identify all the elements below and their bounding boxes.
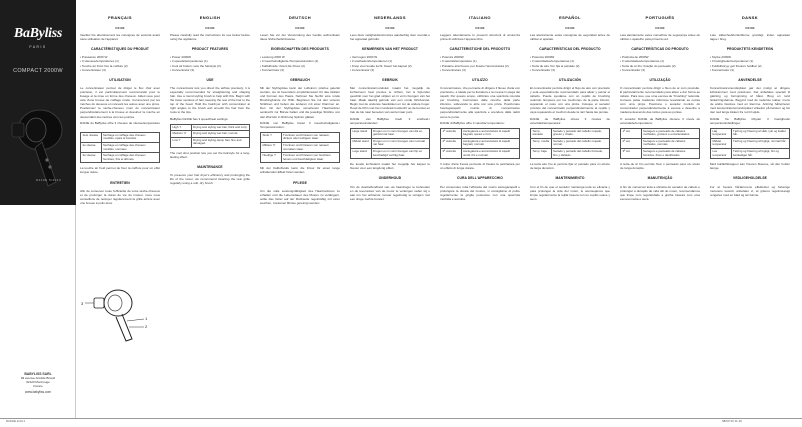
setting-name: Middel temperatur [711, 138, 732, 148]
feature-list [260, 55, 340, 71]
settings-table [80, 132, 160, 164]
section-heading: CARATTERISTICHE DEL PRODOTTO [449, 47, 511, 52]
section-heading: UTILIZZO [472, 77, 488, 82]
maintenance-text: Con el fin de que el secador mantenga toda su eficacia y para prolongar la vida del motor, le aconsejamos que limpie regularmente la rejilla trasera con un cepillo suave y seco. [530, 184, 610, 201]
setting-name: Høj temperatur [711, 128, 732, 138]
feature-item: • 3 velocidades/temperaturas (1) [530, 59, 574, 64]
language-column [80, 16, 160, 416]
language-column [620, 16, 700, 416]
feature-list [440, 55, 520, 71]
intro-text: Lesen Sie vor der Verwendung des Geräts aufmerksam diese Sicherheitshinweise. [260, 33, 340, 42]
settings-intro: D210E fra BaByliss tilbyder 3 hastigheds/ temperaturindstillinger: [710, 116, 790, 125]
settings-intro: D210E di BaByliss offre 3 velocità/ temperature: [440, 120, 505, 125]
setting-description: Trocknen und Frisieren von nassem normalem Haar. [281, 142, 339, 152]
language-heading: ESPAÑOL [559, 15, 581, 20]
setting-description: Drying and styling wet hair, normal. [191, 131, 249, 138]
feature-item: • Knop voor koude lucht: fixeert het kapsel (2) [350, 63, 412, 68]
setting-description: Drogen en in vorm brengen van fijn en beschadigd vochtig haar. [371, 149, 429, 159]
usage-text: The concentrator lets you direct the airflow precisely; it is especially recommended for straightening and shaping hair. Use a round styling brush to help with this. Begin with the lower sections of hair, keeping the rest of the hair to the top of the head. Hold the hairdryer with concentrator at right angles to the brush and smooth the hair from the roots to the tips. [170, 85, 250, 115]
language-column [260, 16, 340, 416]
feature-list [710, 55, 790, 71]
feature-list [80, 55, 160, 71]
settings-table [170, 124, 250, 148]
maintenance-text: Afin de conserver toute l'efficacité de votre sèche-cheveux et de prolonger la durée de vie du moteur, nous vous conseillons de nettoyer régulièrement la grille arrière avec une brosse à poils doux. [80, 188, 160, 205]
table-row [441, 149, 520, 159]
setting-description: Drogen en in vorm brengen van dik en gekruld nat haar. [371, 128, 429, 138]
intro-text: Leggere attentamente le presenti istruzioni di sicurezza prima di utilizzare l'apparecchio. [440, 33, 520, 42]
maintenance-text: A fim de conservar toda a eficácia do secador de cabelo e prolongar a duração de vida útil do motor, recomendamos que limpe com regularidade a grelha traseira com uma escova macia e seca. [620, 184, 700, 201]
table-row [441, 138, 520, 148]
table-row [441, 128, 520, 138]
setting-description: Trocknen und Frisieren von nassem, dickem oder lockigem Haar. [281, 132, 339, 142]
table-row [621, 128, 700, 138]
table-row [81, 142, 160, 152]
table-row [171, 124, 250, 131]
table-row [351, 149, 430, 159]
feature-item: • Potenza 2000W [440, 55, 464, 60]
settings-table [620, 128, 700, 160]
section-heading: MAINTENANCE [197, 165, 223, 170]
setting-name: 2e vitesse [81, 142, 102, 152]
table-row [171, 137, 250, 147]
table-row [81, 153, 160, 163]
setting-description: Drying and styling wet hair, thick and curly. [191, 124, 249, 131]
intro-text: Lees deze veiligheidsinstructies aandachtig door voordat u het apparaat gebruikt. [350, 33, 430, 42]
feature-item: • Touche air froid: fixe la coiffure (2) [80, 63, 128, 68]
model-number: D210E [115, 26, 125, 30]
section-heading: EIGENSCHAFTEN DES PRODUKTS [271, 47, 329, 52]
maintenance-text: Om de doeltreffendheid van uw haardroger te behouden en de levensduur van de motor te verlengen raden wij u aan om het achterste rooster regelmatig te reinigen met een droge zachte borstel. [350, 184, 430, 201]
address-line-1: 99 avenue Aristide Briand [20, 376, 56, 380]
settings-intro: BaByliss D210E has 3 speed/heat settings: [170, 116, 229, 121]
setting-description: Tørring og frisering af vådt, tykt og krøllet hår. [731, 128, 789, 138]
model-number: D210E [475, 26, 485, 30]
model-number: D210E [385, 26, 395, 30]
section-heading: ONDERHOUD [378, 176, 402, 181]
language-heading: ENGLISH [199, 15, 221, 20]
setting-name: 1ère vitesse [81, 132, 102, 142]
feature-item: • Potencia 2000W [530, 55, 555, 60]
address-line-2: 92120 Montrouge [26, 380, 50, 384]
section-heading: VEDLIGEHOLDELSE [733, 176, 767, 181]
table-row [531, 138, 610, 148]
trim-line [0, 418, 802, 419]
setting-name: Lage stand [351, 149, 372, 159]
setting-name: 2ª velocità [441, 138, 462, 148]
setting-name: 1ª velocità [441, 128, 462, 138]
section-heading: KENMERKEN VAN HET PRODUCT [361, 47, 419, 52]
setting-name: 2ª vel. [621, 138, 642, 148]
maintenance-text: Per conservare tutta l'efficacia del vostro asciugacapelli e prolungare la durata del motore, vi consigliamo di pulire regolarmente la griglia posteriore con una spazzola morbida e asciutta. [440, 184, 520, 201]
feature-item: • Kaltluftstufe: fixiert die Frisur (2) [260, 63, 305, 68]
feature-item: • 3 velocidades/temperaturas (1) [620, 59, 664, 64]
table-row [711, 149, 790, 159]
feature-item: • Tecla de ar frio: fixação do penteado (2) [620, 63, 676, 68]
company-address [4, 372, 72, 388]
feature-list [170, 55, 250, 71]
setting-description: Asciugatura e acconciatura di capelli bagnati, normali. [461, 138, 519, 148]
feature-item: • Pulsante aria fresca: per fissare l'acconciatura (2) [440, 63, 509, 68]
setting-description: Secagem e penteado de cabelos húmidos, finos e danificados. [641, 149, 699, 159]
feature-item: • 3 Geschwindigkeits-/Temperaturstufen (1) [260, 59, 319, 64]
usage-text: Mit der Stylingdüse kann der Luftstrom präzise gelenkt werden, sie ist besonders empfehlenswert für das Glätten und Formen des Haars. Nehmen Sie hierfür eine runde Brushingbürste zur Hilfe. Beginnen Sie mit den unteren Strähnen und heben die anderen mit einer Klammer an. Den mit der Stylingdüse versehenen Haartrockner senkrecht zur Bürste halten und die jeweilige Strähne von den Wurzeln in Richtung Spitzen glätten. [260, 85, 340, 119]
feature-list [350, 55, 430, 71]
section-heading: MANUTENÇÃO [647, 176, 673, 181]
setting-name: Niedrige 'I' [261, 153, 282, 163]
language-heading: FRANÇAIS [108, 15, 132, 20]
table-row [621, 149, 700, 159]
cool-shot-text: De koude luchtstand maakt het mogelijk het kapsel te fixeren voor een langdurig effect. [350, 162, 430, 171]
usage-text: Le concentrateur permet de diriger le flux d'air avec précision, il est particulièrement recommandé pour le lissage et la mise en forme des cheveux. Aidez-vous pour cela d'une brosse de coiffage ronde. Commencez par les mèches du dessous en relevant les autres avec une pince. Positionnez le sèche-cheveux muni du concentrateur perpendiculairement à la brosse et dessinez la mèche en descendant des racines vers les pointes. [80, 85, 160, 119]
setting-name: 3ª velocità [441, 149, 462, 159]
language-heading: ITALIANO [469, 15, 491, 20]
footer-file: D210IE.indd 1 [6, 419, 26, 423]
setting-description: Secado y peinado del cabello húmedo, fino y dañado. [551, 149, 609, 159]
setting-description: Asciugatura e acconciatura di capelli umidi, fini e rovinati. [461, 149, 519, 159]
feature-item: • Concentrateur (3) [80, 67, 106, 72]
intro-text: Læs sikkerhedsforskrifterne grundigt, inden apparatet tages i brug. [710, 33, 790, 42]
model-number: D210E [295, 26, 305, 30]
section-heading: UTILISATION [109, 77, 131, 82]
setting-description: Trocknen und Frisieren von feuchtem feinem und beschädigtem Haar. [281, 153, 339, 163]
section-heading: PRODUKTETS KENDETEGN [726, 47, 774, 52]
feature-list [530, 55, 610, 71]
settings-intro: D210E van BaByliss biedt 3 snelheid-/ temperatuurstanden: [350, 116, 430, 125]
section-heading: CARACTERÍSTICAS DO PRODUTO [631, 47, 689, 52]
setting-description: Asciugatura e acconciatura di capelli bagnati, spessi e ricci. [461, 128, 519, 138]
feature-item: • Power 2000W [170, 55, 192, 60]
setting-description: Secado y peinado del cabello mojado normal. [551, 138, 609, 148]
language-heading: PORTUGUÊS [645, 15, 675, 20]
usage-text: Koncentratorsmundstykket gør det muligt at dirigere luftstrømmen med præcision. Det anbefales specielt til glatning og formgivning af håret. Brug en rund føntørringsbørste. Begynd med de nederste lokker, mens de andre fæstnes med en klemme. Anbring hårtørreren med koncentratorsmundstykket vinkelret på børsten og før den ned langs lokken fra rod til spids. [710, 85, 790, 115]
table-row [171, 131, 250, 138]
website: www.babyliss.com [24, 390, 52, 394]
setting-name: Temp. elevada [531, 128, 552, 138]
setting-name: Temp. baja [531, 149, 552, 159]
cool-shot-text: Mit der Kaltluftstufe kann die Frisur für einen lange anhaltenden Effekt fixiert werden. [260, 166, 340, 175]
maintenance-text: For at bevare hårtørrerens effektivitet og forlænge motorens levetid, anbefaler vi, at gitteret regelmæssigt rengøres med en blød og tør børste. [710, 184, 790, 197]
section-heading: USE [206, 77, 214, 82]
model-code: D210E 5/2013 [36, 178, 62, 182]
feature-item: • Vermogen 2000 W [350, 55, 378, 60]
settings-intro: O secador D210E da BaByliss oferece 3 níveis de velocidade/temperatura: [620, 116, 700, 125]
svg-text:1: 1 [145, 316, 148, 321]
maintenance-text: Um die volle Leistungsfähigkeit des Haartrockners zu erhalten und die Lebensdauer des Motors zu verlängern, sollte das Gitter auf der Rückseite regelmäßig mit einer weichen, trockenen Bürste gereinigt werden. [260, 188, 340, 205]
table-row [81, 132, 160, 142]
model-number: D210E [565, 26, 575, 30]
settings-intro: D210E von BaByliss bietet 3 Geschwindigkeits-/ Temperaturstufen: [260, 120, 340, 129]
section-heading: ENTRETIEN [110, 180, 130, 185]
section-heading: ANVENDELSE [738, 77, 762, 82]
language-heading: DEUTSCH [288, 15, 312, 20]
feature-item: • 3 speeds/temperatures (1) [170, 59, 208, 64]
language-heading: NEDERLANDS [374, 15, 406, 20]
setting-name: Middel stand [351, 138, 372, 148]
setting-name: Medium 'II' [171, 131, 192, 138]
table-row [531, 128, 610, 138]
cool-shot-text: Il colpo d'aria fresca permette di fissare la pettinatura per un effetto di lunga durata. [440, 162, 520, 171]
maintenance-text: To preserve your hair dryer's efficiency and prolonging the life of the motor, we recommend cleaning the rear grille regularly using a soft, dry brush. [170, 173, 250, 186]
cool-shot-text: The cool shot position lets you set the hairstyle for a long-lasting effect. [170, 150, 250, 160]
svg-text:2: 2 [145, 324, 148, 329]
table-row [621, 138, 700, 148]
feature-item: • Puissance 2000 W [80, 55, 108, 60]
table-row [351, 138, 430, 148]
table-row [261, 153, 340, 163]
usage-text: El concentrador permite dirigir el flujo de aire con precisión y está especialmente recomendado para alisar y peinar el cabello. Puede ayudarse con un cepillo de brushing redondo. Empiece por los mechones de la parte inferior, sujetando el resto con una pinza. Coloque el secador provisto del concentrador perpendicularmente al cepillo y vaya repasando el mechón desde la raíz hasta las puntas. [530, 85, 610, 115]
setting-name: Lav temperatur [711, 149, 732, 159]
language-column [170, 16, 250, 416]
section-heading: UTILIZAÇÃO [649, 77, 671, 82]
setting-description: Secado y peinado del cabello mojado, grueso y rizado. [551, 128, 609, 138]
setting-name: Stufe 'I' [261, 132, 282, 142]
setting-name: Hoge stand [351, 128, 372, 138]
section-heading: PRODUCT FEATURES [191, 47, 229, 52]
hairdryer-illustration [0, 90, 76, 205]
feature-item: • 3 snelheden/temperaturen (1) [350, 59, 393, 64]
section-heading: GEBRAUCH [290, 77, 310, 82]
intro-text: Please carefully read the instructions for use below before using the appliance. [170, 33, 250, 42]
model-number: D210E [205, 26, 215, 30]
setting-name: Low 'I' [171, 137, 192, 147]
settings-table [530, 128, 610, 160]
setting-name: 1ª vel. [621, 128, 642, 138]
language-column [710, 16, 790, 416]
feature-item: • Koldluftstryg: gør frisuren holdbar (2) [710, 63, 762, 68]
feature-item: • Potência de 2000W [620, 55, 649, 60]
setting-name: Temp. media [531, 138, 552, 148]
cool-shot-text: La tecla aire frío le permite fijar el peinado para un efecto de larga duración. [530, 162, 610, 171]
table-row [531, 149, 610, 159]
product-parts-diagram [80, 283, 170, 345]
intro-text: Veuillez lire attentivement les consignes de sécurité avant toute utilisation de l'appareil. [80, 33, 160, 42]
model-number: D210E [745, 26, 755, 30]
table-row [261, 142, 340, 152]
setting-description: Séchage et coiffage des cheveux mouillés, épais et bouclés. [101, 132, 159, 142]
setting-description: Secagem e penteado de cabelos molhados, grossos e encaracolados. [641, 128, 699, 138]
product-name: COMPACT 2000W [13, 68, 63, 74]
setting-description: Séchage et coiffage des cheveux humides, fins et abîmés. [101, 153, 159, 163]
language-column [350, 16, 430, 416]
feature-item: • Tecla de aire frío: fija el peinado (2) [530, 63, 580, 68]
setting-description: Drogen en in vorm brengen van normaal nat haar. [371, 138, 429, 148]
settings-table [710, 128, 790, 160]
brand-subtitle: PARIS [29, 45, 47, 49]
cool-shot-text: Med koldluftknappen kan frisuren fikseres, så den holder længe. [710, 162, 790, 171]
section-heading: MANTENIMIENTO [555, 176, 585, 181]
section-heading: GEBRUIK [382, 77, 398, 82]
setting-description: Tørring og frisering af fugtigt, normalt hår. [731, 138, 789, 148]
feature-item: • Konzentrator (3) [260, 67, 284, 72]
feature-list [620, 55, 700, 71]
feature-item: • Cool air button: sets the hairstyle (2) [170, 63, 221, 68]
cool-shot-text: La touche air froid permet de fixer la coiffure pour un effet longue durée. [80, 166, 160, 175]
setting-name: Mittlere 'II' [261, 142, 282, 152]
settings-table [440, 128, 520, 160]
feature-item: • Leistung 2000 W [260, 55, 285, 60]
table-row [351, 128, 430, 138]
feature-item: • 3 velocità/temperature (1) [440, 59, 477, 64]
usage-text: Met concentratormondstuk maakt het mogelijk de luchtstroom heel precies te richten, het is bijzonder geschikt voor het glad strijken en in vorm brengen van het haar. Maak daarbij gebruik van een ronde föhnborstel. Begin met de onderste haarlokken en zet de andere hoger. Houd de föhn met het mondstuk loodrecht op de borstel en trek de lok naar beneden van wortel naar punt. [350, 85, 430, 115]
settings-intro: D210E du BaByliss offre 3 niveaux de vitesse/température : [80, 120, 160, 129]
language-column [440, 16, 520, 416]
feature-item: • 3 vitesses/températures (1) [80, 59, 119, 64]
model-number: D210E [655, 26, 665, 30]
intro-text: Leia atentamente estes conselhos de segurança antes de utilizar o aparelho pela primeira vez. [620, 33, 700, 42]
table-row [711, 138, 790, 148]
setting-description: Tørring og frisering af fugtigt, fint og beskadiget hår. [731, 149, 789, 159]
footer-date: 08/07/13 11:19 [722, 419, 742, 423]
language-heading: DANSK [741, 15, 759, 20]
setting-description: Drying and styling damp hair, fine and damaged. [191, 137, 249, 147]
usage-text: Il concentratore, che permette di dirigere il flusso d'aria con precisione, è ideale per la lisciatura e la messa in piega dei capelli. Per questo scopo, utilizzare una spazzola rotonda per brushing. Cominciare dalle ciocche della parte inferiore, sollevando le altre con una pinza. Posizionare l'asciugacapelli munito di concentratore perpendicolarmente alla spazzola e scendere dalle radici verso le punte. [440, 85, 520, 119]
address-line-3: France [33, 384, 43, 388]
setting-name: 3e vitesse [81, 153, 102, 163]
feature-item: • Concentratore (3) [440, 67, 466, 72]
feature-item: • Concentrator (3) [170, 67, 195, 72]
feature-item: • Concentrador (3) [620, 67, 645, 72]
section-heading: CARACTÉRISTIQUES DU PRODUIT [90, 47, 150, 52]
cover-panel [0, 0, 76, 418]
feature-item: • Styrke 2000W [710, 55, 732, 60]
setting-description: Secagem e penteado de cabelos molhados, normais. [641, 138, 699, 148]
language-columns [80, 16, 800, 416]
settings-intro: D210E de BaByliss ofrece 3 niveles de velocidad/temperatura: [530, 116, 610, 125]
usage-text: O concentrador permite dirigir o fluxo de ar com precisão. É particularmente recomendado para alisar e dar forma ao cabelo. Para isso, use uma escova de "brushing" redonda. Comece pelas madeixas inferiores levantando as outras com uma pinça. Posicione o secador munido do concentrador perpendicularmente à escova e desenhe a madeixa descendo das raízes para as pontas. [620, 85, 700, 115]
feature-item: • Koncentrator (3) [710, 67, 734, 72]
section-heading: UTILIZACIÓN [559, 77, 581, 82]
settings-table [260, 132, 340, 164]
intro-text: Lea atentamente estas consignas de seguridad antes de utilizar el aparato. [530, 33, 610, 42]
brand-logo: BaByliss [13, 26, 63, 41]
feature-item: • 3 hastigheder/temperaturer (1) [710, 59, 754, 64]
feature-item: • Concentrator (3) [350, 67, 375, 72]
table-row [261, 132, 340, 142]
feature-item: • Concentrador (3) [530, 67, 555, 72]
cool-shot-text: A tecla de ar frio permite fixar o penteado para um efeito de longa duração. [620, 162, 700, 171]
section-heading: CURA DELL'APPARECCHIO [457, 176, 503, 181]
section-heading: PFLEGE [293, 180, 307, 185]
setting-name: High 'I' [171, 124, 192, 131]
settings-table [350, 128, 430, 160]
setting-name: 3ª vel. [621, 149, 642, 159]
language-column [530, 16, 610, 416]
setting-description: Séchage et coiffage des cheveux mouillés, normaux. [101, 142, 159, 152]
table-row [711, 128, 790, 138]
section-heading: CARACTERÍSTICAS DEL PRODUCTO [539, 47, 601, 52]
svg-text:3: 3 [81, 301, 84, 306]
company-name: BABYLISS SARL [24, 372, 52, 376]
